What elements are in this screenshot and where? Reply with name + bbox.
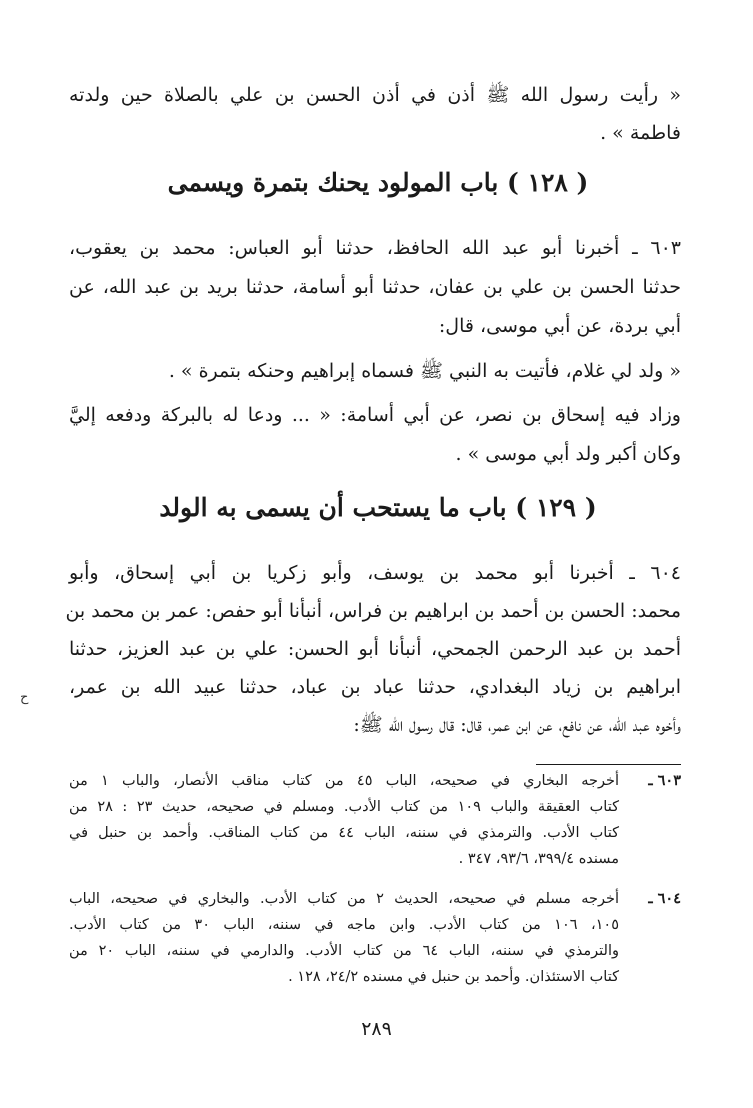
chapter-128-heading: ( ١٢٨ ) باب المولود يحنك بتمرة ويسمى	[167, 168, 589, 197]
hadith-604-line-2: محمد: الحسن بن أحمد بن ابراهيم بن فراس، أنبأنا أبو حفص: عمر بن محمد بن	[65, 600, 681, 622]
hadith-603-line-3: أبي بردة، عن أبي موسى، قال:	[438, 315, 681, 337]
footnote-603-line-1: أخرجه البخاري في صحيحه، الباب ٤٥ من كتاب مناقب الأنصار، والباب ١ من	[69, 773, 620, 789]
hadith-603-addition-line-1: وزاد فيه إسحاق بن نصر، عن أبي أسامة: « ... ودعا له بالبركة ودفعه إليَّ	[69, 404, 681, 426]
footnote-603-line-3: كتاب الأدب. والترمذي في سننه، الباب ٤٤ من كتاب المناقب. وأحمد بن حنبل في	[69, 825, 619, 841]
footnote-604-line-2: ١٠٥، ١٠٦ من كتاب الأدب. وابن ماجه في سننه، الباب ٣٠ من كتاب الأدب.	[69, 917, 619, 933]
footnote-603-number: ٦٠٣ ـ	[648, 772, 681, 789]
hadith-603-addition-line-2: وكان أكبر ولد أبي موسى » .	[455, 443, 681, 465]
intro-line-1: « رأيت رسول الله ﷺ أذن في أذن الحسن بن علي بالصلاة حين ولدته	[69, 84, 681, 106]
chapter-129-heading: ( ١٢٩ ) باب ما يستحب أن يسمى به الولد	[159, 493, 597, 522]
footnote-604-number: ٦٠٤ ـ	[648, 890, 681, 907]
hadith-603-line-1: ٦٠٣ ـ أخبرنا أبو عبد الله الحافظ، حدثنا أبو العباس: محمد بن يعقوب،	[69, 237, 681, 259]
hadith-604-line-1: ٦٠٤ ـ أخبرنا أبو محمد بن يوسف، وأبو زكريا بن أبي إسحاق، وأبو	[69, 562, 681, 584]
footnote-604-line-4: كتاب الاستئذان. وأحمد بن حنبل في مسنده ٢٤/٢، ١٢٨ .	[288, 969, 619, 985]
hadith-604-line-4: ابراهيم بن زياد البغدادي، حدثنا عباد بن عباد، حدثنا عبيد الله بن عمر،	[69, 676, 681, 698]
footnote-604	[69, 886, 681, 990]
hadith-603-matn: « ولد لي غلام، فأتيت به النبي ﷺ فسماه إبراهيم وحنكه بتمرة » .	[168, 360, 681, 382]
footnote-603	[69, 768, 681, 872]
page-number: ٢٨٩	[361, 1018, 392, 1040]
margin-mark: ح	[20, 690, 29, 705]
footnote-separator	[536, 764, 681, 765]
footnote-604-line-1: أخرجه مسلم في صحيحه، الحديث ٢ من كتاب الأدب. والبخاري في صحيحه، الباب	[69, 891, 619, 907]
footnote-604-line-3: والترمذي في سننه، الباب ٦٤ من كتاب الأدب. والدارمي في سننه، الباب ٢٠ من	[69, 943, 619, 959]
intro-line-2: فاطمة » .	[600, 122, 681, 144]
hadith-604-line-5: وأخوه عبد الله، عن نافع، عن ابن عمر، قال: قال رسول الله ﷺ:	[353, 714, 681, 736]
hadith-604-line-3: أحمد بن عبد الرحمن الجمحي، أنبأنا أبو الحسن: علي بن عبد العزيز، حدثنا	[69, 638, 681, 660]
footnote-603-line-2: كتاب العقيقة والباب ١٠٩ من كتاب الأدب. ومسلم في صحيحه، حديث ٢٣ : ٢٨ من	[69, 799, 619, 815]
hadith-603-line-2: حدثنا الحسن بن علي بن عفان، حدثنا أبو أسامة، حدثنا بريد بن عبد الله، عن	[69, 276, 681, 298]
footnote-603-line-4: مسنده ٣٩٩/٤، ٩٣/٦، ٣٤٧ .	[458, 851, 619, 867]
